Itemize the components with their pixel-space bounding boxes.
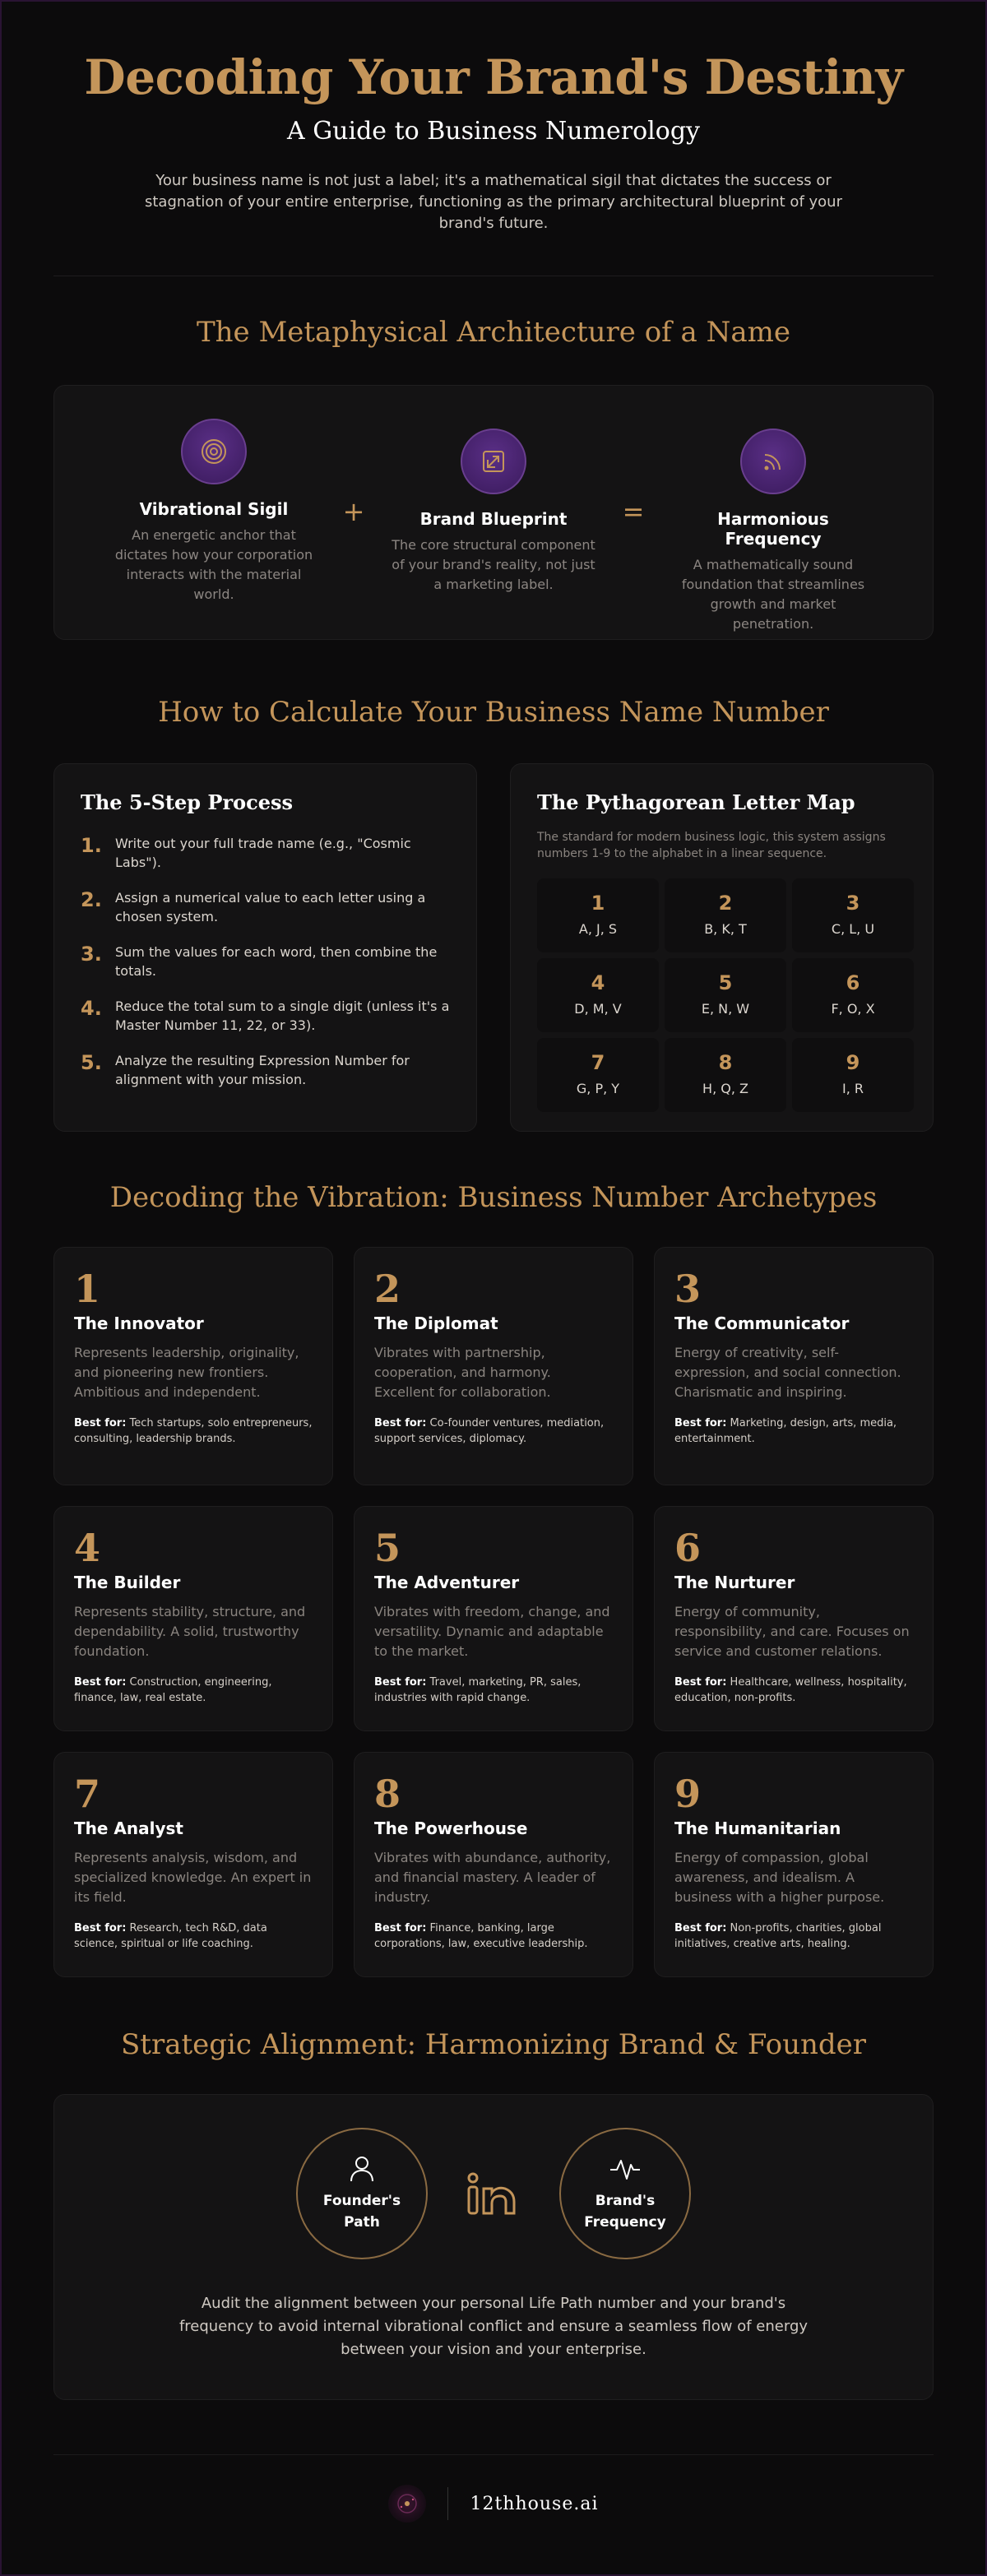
alignment-text: Audit the alignment between your personal Life Path number and your brand's frequency to avoid internal vibrational conflict and ensure a seamless flow of energy between your vision and your enterprise. [178, 2295, 809, 2358]
archetype-name: The Communicator [674, 1313, 850, 1333]
best-for-text: Construction, engineering, finance, law, real estate. [74, 1676, 272, 1704]
step-number: 4. [81, 997, 102, 1020]
map-cell [537, 1038, 659, 1112]
archetype-card-8 [354, 1752, 633, 1977]
archetype-name: The Analyst [74, 1818, 183, 1838]
map-cell [792, 878, 914, 952]
map-letters: H, Q, Z [702, 1081, 748, 1096]
map-number: 4 [591, 971, 605, 994]
map-letters: A, J, S [578, 921, 618, 937]
archetype-number: 6 [674, 1526, 702, 1570]
archetype-name: The Humanitarian [674, 1818, 841, 1838]
best-for-text: Tech startups, solo entrepreneurs, consulting, leadership brands. [74, 1417, 313, 1445]
archetype-best-for [74, 1920, 313, 1952]
arch-item-harmonious-frequency [670, 429, 876, 634]
best-for-text: Finance, banking, large corporations, law, executive leadership. [374, 1922, 588, 1950]
arch-item-desc: A mathematically sound foundation that streamlines growth and market penetration. [681, 557, 865, 632]
letter-map-title: The Pythagorean Letter Map [537, 790, 855, 814]
letter-map-desc: The standard for modern business logic, this system assigns numbers 1-9 to the alphabet in a linear sequence. [537, 831, 886, 860]
equals-operator: = [622, 496, 645, 527]
map-cell [665, 878, 786, 952]
process-card [53, 763, 477, 1132]
archetype-desc: Represents analysis, wisdom, and specialized knowledge. An expert in its field. [74, 1850, 312, 1905]
archetype-best-for [674, 1415, 913, 1447]
archetype-card-9 [654, 1752, 934, 1977]
hero-section [2, 2, 985, 234]
pulse-icon [609, 2154, 642, 2184]
archetype-desc: Energy of compassion, global awareness, and idealism. A business with a higher purpose. [674, 1850, 885, 1905]
archetype-best-for [674, 1675, 913, 1706]
best-for-label: Best for: [674, 1922, 727, 1934]
arch-item-title: Brand Blueprint [419, 509, 568, 529]
map-cell [792, 1038, 914, 1112]
alignment-row [54, 2128, 933, 2259]
best-for-text: Marketing, design, arts, media, entertainment. [674, 1417, 897, 1445]
steps-list [81, 834, 450, 1089]
architecture-card [53, 385, 934, 640]
step-item [81, 1051, 450, 1089]
map-number: 9 [846, 1051, 860, 1074]
step-number: 3. [81, 943, 102, 966]
step-text: Sum the values for each word, then combine the totals. [115, 944, 438, 979]
letter-map-grid [537, 878, 906, 1112]
map-letters: E, N, W [701, 1001, 750, 1017]
archetype-desc: Energy of community, responsibility, and care. Focuses on service and customer relations. [674, 1604, 910, 1659]
map-number: 1 [591, 892, 605, 915]
best-for-label: Best for: [374, 1417, 427, 1429]
step-number: 5. [81, 1051, 102, 1074]
arch-item-brand-blueprint [391, 429, 596, 595]
archetype-desc: Vibrates with abundance, authority, and financial mastery. A leader of industry. [374, 1850, 611, 1905]
archetype-number: 3 [674, 1267, 702, 1311]
archetype-number: 4 [74, 1526, 101, 1570]
map-letters: F, O, X [831, 1001, 875, 1017]
archetype-card-6 [654, 1506, 934, 1731]
step-item [81, 834, 450, 872]
hero-intro: Your business name is not just a label; it's a mathematical sigil that dictates the success or stagnation of your entire enterprise, functioning as the primary architectural blueprint of your brand's future. [145, 172, 842, 232]
map-cell [665, 1038, 786, 1112]
arch-item-desc: The core structural component of your brand's reality, not just a marketing label. [392, 537, 595, 592]
letter-map-card [510, 763, 934, 1132]
map-cell [665, 958, 786, 1032]
archetype-desc: Vibrates with partnership, cooperation, and harmony. Excellent for collaboration. [374, 1345, 551, 1400]
brand-frequency-label: Brand's Frequency [584, 2193, 666, 2231]
alignment-card [53, 2094, 934, 2400]
calculate-row [53, 763, 934, 1132]
archetypes-grid [53, 1247, 934, 1977]
best-for-label: Best for: [674, 1676, 727, 1689]
archetype-number: 9 [674, 1772, 702, 1816]
step-text: Analyze the resulting Expression Number for alignment with your mission. [115, 1053, 410, 1087]
architecture-title: The Metaphysical Architecture of a Name [196, 316, 791, 349]
step-item [81, 888, 450, 926]
step-item [81, 943, 450, 980]
map-number: 7 [591, 1051, 605, 1074]
step-number: 2. [81, 888, 102, 911]
archetypes-title: Decoding the Vibration: Business Number Archetypes [109, 1181, 878, 1214]
step-number: 1. [81, 834, 102, 857]
alignment-title: Strategic Alignment: Harmonizing Brand & Founder [121, 2028, 866, 2061]
best-for-text: Non-profits, charities, global initiatives, creative arts, healing. [674, 1922, 882, 1950]
frequency-icon [740, 429, 806, 494]
best-for-label: Best for: [374, 1922, 427, 1934]
archetype-name: The Powerhouse [374, 1818, 528, 1838]
process-title: The 5-Step Process [81, 790, 294, 814]
archetype-best-for [74, 1415, 313, 1447]
archetype-desc: Represents stability, structure, and dependability. A solid, trustworthy foundation. [74, 1604, 306, 1659]
archetype-best-for [674, 1920, 913, 1952]
archetype-number: 5 [374, 1526, 401, 1570]
archetype-card-3 [654, 1247, 934, 1485]
plus-operator: + [342, 496, 365, 527]
archetype-best-for [74, 1675, 313, 1706]
archetype-best-for [374, 1675, 613, 1706]
map-letters: G, P, Y [576, 1081, 620, 1096]
map-number: 2 [718, 892, 733, 915]
step-text: Assign a numerical value to each letter using a chosen system. [115, 890, 426, 924]
map-number: 8 [718, 1051, 733, 1074]
page-title: Decoding Your Brand's Destiny [84, 49, 903, 105]
archetype-card-1 [53, 1247, 333, 1485]
best-for-label: Best for: [74, 1676, 127, 1689]
link-icon [428, 2171, 559, 2217]
map-letters: D, M, V [574, 1001, 622, 1017]
best-for-text: Travel, marketing, PR, sales, industries with rapid change. [374, 1676, 582, 1704]
archetype-desc: Energy of creativity, self-expression, and social connection. Charismatic and inspiring. [674, 1345, 901, 1400]
archetype-card-4 [53, 1506, 333, 1731]
best-for-label: Best for: [674, 1417, 727, 1429]
blueprint-icon [461, 429, 526, 494]
arch-item-desc: An energetic anchor that dictates how your corporation interacts with the material world. [114, 527, 313, 602]
footer [2, 2485, 985, 2523]
archetype-card-7 [53, 1752, 333, 1977]
archetype-name: The Nurturer [674, 1573, 795, 1592]
best-for-label: Best for: [74, 1417, 127, 1429]
archetype-name: The Innovator [74, 1313, 204, 1333]
map-cell [537, 958, 659, 1032]
archetype-name: The Adventurer [374, 1573, 520, 1592]
map-letters: I, R [841, 1081, 864, 1096]
map-cell [537, 878, 659, 952]
step-item [81, 997, 450, 1035]
archetype-desc: Vibrates with freedom, change, and versatility. Dynamic and adaptable to the market. [374, 1604, 610, 1659]
brand-frequency-ring [559, 2128, 691, 2259]
archetype-best-for [374, 1920, 613, 1952]
archetype-desc: Represents leadership, originality, and pioneering new frontiers. Ambitious and independent. [74, 1345, 299, 1400]
step-text: Write out your full trade name (e.g., "Cosmic Labs"). [115, 836, 411, 870]
map-cell [792, 958, 914, 1032]
archetype-number: 2 [374, 1267, 401, 1311]
step-text: Reduce the total sum to a single digit (unless it's a Master Number 11, 22, or 33). [115, 998, 450, 1033]
archetype-name: The Diplomat [374, 1313, 498, 1333]
page-subtitle: A Guide to Business Numerology [287, 117, 700, 146]
archetype-card-5 [354, 1506, 633, 1731]
best-for-text: Research, tech R&D, data science, spiritual or life coaching. [74, 1922, 267, 1950]
best-for-label: Best for: [74, 1922, 127, 1934]
arch-item-vibrational-sigil [111, 419, 317, 605]
map-number: 5 [718, 971, 733, 994]
best-for-text: Healthcare, wellness, hospitality, education, non-profits. [674, 1676, 907, 1704]
footer-separator [447, 2487, 448, 2520]
map-number: 3 [846, 892, 860, 915]
calculate-title: How to Calculate Your Business Name Number [158, 696, 829, 729]
map-letters: C, L, U [831, 921, 875, 937]
archetype-best-for [374, 1415, 613, 1447]
arch-item-title: Harmonious Frequency [717, 509, 829, 549]
target-icon [181, 419, 247, 484]
archetype-number: 1 [74, 1267, 101, 1311]
archetype-name: The Builder [74, 1573, 181, 1592]
best-for-label: Best for: [374, 1676, 427, 1689]
footer-brand[interactable]: 12thhouse.ai [470, 2493, 599, 2514]
user-icon [347, 2154, 377, 2184]
archetype-card-2 [354, 1247, 633, 1485]
founder-path-ring [296, 2128, 428, 2259]
logo-icon[interactable] [388, 2485, 426, 2523]
founder-path-label: Founder's Path [322, 2193, 401, 2231]
map-letters: B, K, T [704, 921, 747, 937]
map-number: 6 [846, 971, 860, 994]
archetype-number: 7 [74, 1772, 101, 1816]
best-for-text: Co-founder ventures, mediation, support services, diplomacy. [374, 1417, 605, 1445]
footer-divider [53, 2454, 934, 2455]
archetype-number: 8 [374, 1772, 401, 1816]
arch-item-title: Vibrational Sigil [139, 499, 289, 519]
